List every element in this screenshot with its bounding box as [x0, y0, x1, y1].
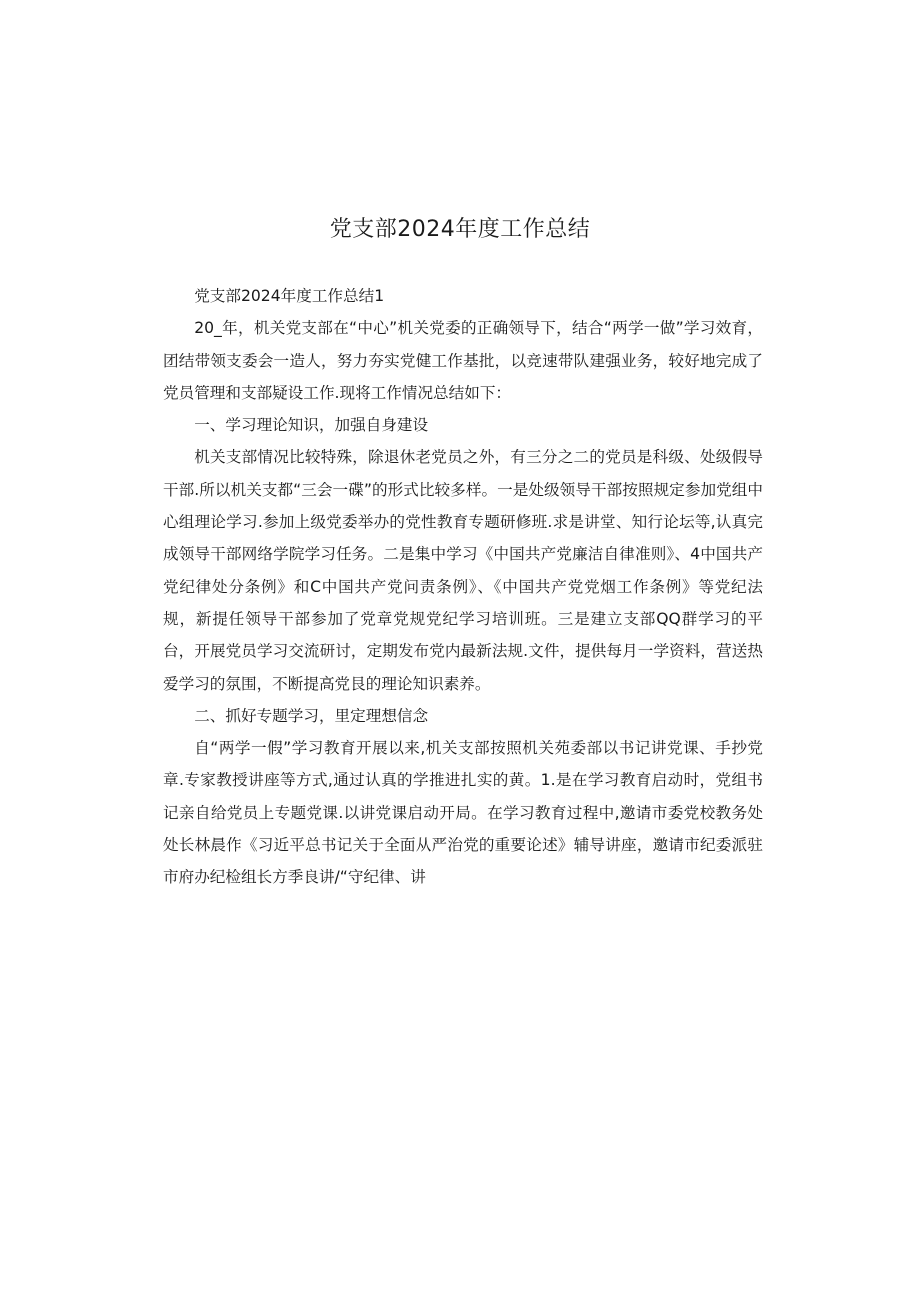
section-heading-1: 一、学习理论知识，加强自身建设	[194, 416, 429, 435]
section-heading-2: 二、抓好专题学习，里定理想信念	[194, 706, 429, 725]
section-2-paragraph: 自“两学一假”学习教育开展以来,机关支部按照机关苑委部以书记讲党课、手抄党章.专家教授讲座等方式,通过认真的学推进扎实的黄。1.是在学习教育启动时，党组书记亲自给党员上专题党课.以讲党课启动开局。在学习教育过程中,邀请市委党校教务处处长林晨作《习近平总书记关于全面从严治党的重要论述》辅导讲座，邀请市纪委派驻市府办纪检组长方季良讲/“守纪律、讲	[163, 739, 763, 887]
subtitle-paragraph: 党支部2024年度工作总结1	[194, 287, 385, 305]
intro-paragraph: 20_年，机关党支部在“中心”机关党委的正确领导下，结合“两学一做”学习效育，团结带领支委会一造人，努力夯实党健工作基批，以竞速带队建强业务，较好地完成了党员管理和支部疑设工作.现将工作情况总结如下：	[163, 319, 763, 402]
document-title: 党支部2024年度工作总结	[329, 217, 591, 242]
section-1-paragraph: 机关支部情况比较特殊，除退休老党员之外，有三分之二的党员是科级、处级假导干部.所以机关支都“三会一碟”的形式比较多样。一是处级领导干部按照规定参加党组中心组理论学习.参加上级党委举办的党性教育专题研修班.求是讲堂、知行论坛等,认真完成领导干部网络学院学习任务。二是集中学习《中国共产党廉洁自律准则》、4中国共产党纪律处分条例》和C中国共产党问责条例》、《中国共产党党烟工作条例》等党纪法规，新提任领导干部参加了党章党规党纪学习培训班。三是建立支部QQ群学习的平台，开展党员学习交流研讨，定期发布党内最新法规.文件，提供每月一学资料，营送热爱学习的氛围，不断提高党艮的理论知识素养。	[163, 448, 763, 693]
document-body	[163, 280, 763, 894]
